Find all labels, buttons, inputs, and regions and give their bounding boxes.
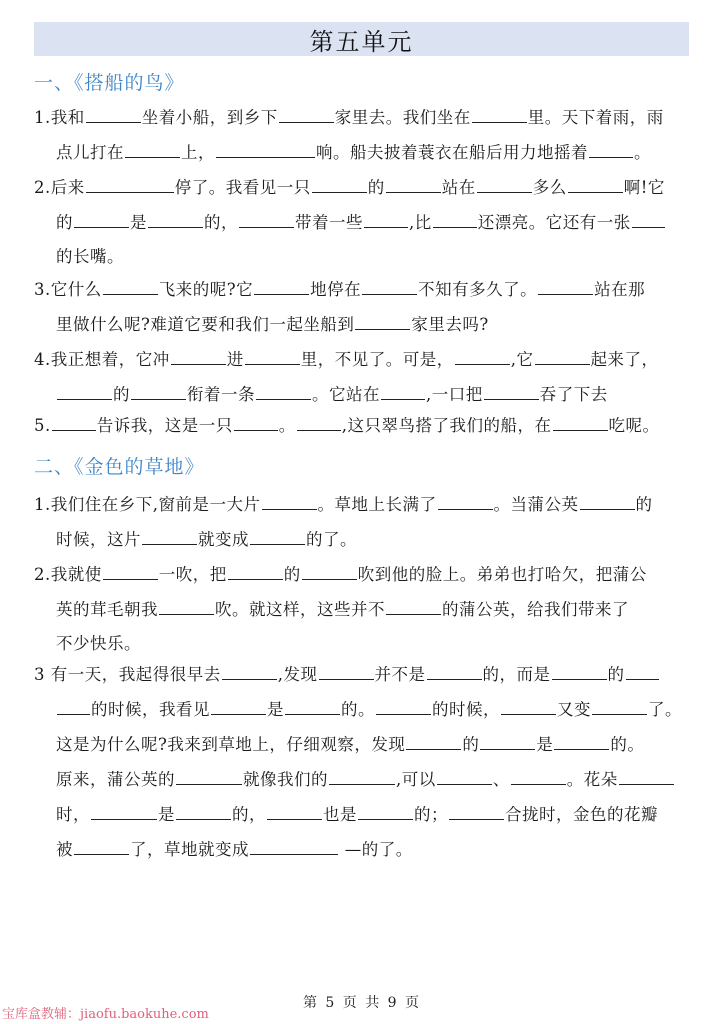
question-text: 的了。	[306, 530, 357, 549]
question-text: 时，	[56, 805, 90, 824]
question-text: 衔着一条	[187, 385, 255, 404]
question-text: 的。	[341, 700, 375, 719]
fill-in-blank[interactable]	[501, 698, 556, 715]
fill-in-blank[interactable]	[52, 414, 96, 431]
question-line	[34, 106, 694, 129]
fill-in-blank[interactable]	[427, 663, 482, 680]
question-line	[56, 733, 716, 756]
question-text: 了，草地就变成	[130, 840, 249, 859]
question-text: 。	[634, 143, 651, 162]
question-text: 就变成	[198, 530, 249, 549]
question-text: 起来了，	[590, 350, 659, 369]
fill-in-blank[interactable]	[568, 176, 623, 193]
fill-in-blank[interactable]	[297, 414, 341, 431]
fill-in-blank[interactable]	[285, 698, 340, 715]
question-text: 站在那	[594, 280, 646, 299]
fill-in-blank[interactable]	[176, 768, 242, 785]
fill-in-blank[interactable]	[381, 383, 425, 400]
unit-title: 第五单元	[309, 27, 414, 56]
question-text: 家里去吗?	[411, 315, 489, 334]
question-text: 5.	[34, 416, 51, 435]
question-line	[56, 698, 716, 721]
question-text: 2.后来	[34, 178, 85, 197]
question-text: 3 有一天，我起得很早去	[34, 665, 221, 684]
question-line	[34, 414, 694, 437]
fill-in-blank[interactable]	[364, 211, 408, 228]
question-text: 并不是	[374, 665, 426, 684]
question-text: 的	[113, 385, 130, 404]
fill-in-blank[interactable]	[376, 698, 431, 715]
fill-in-blank[interactable]	[580, 493, 635, 510]
question-text: 地停在	[310, 280, 362, 299]
fill-in-blank[interactable]	[438, 493, 493, 510]
fill-in-blank[interactable]	[472, 106, 527, 123]
fill-in-blank[interactable]	[319, 663, 374, 680]
question-line	[34, 348, 694, 371]
fill-in-blank[interactable]	[103, 278, 158, 295]
fill-in-blank[interactable]	[239, 211, 294, 228]
question-line	[34, 493, 694, 516]
question-text: 带着一些	[295, 213, 363, 232]
question-text: 吃呢。	[608, 416, 660, 435]
question-line	[56, 768, 716, 791]
question-text: ,这只翠鸟搭了我们的船，在	[341, 416, 552, 435]
question-text: 就像我们的	[243, 770, 328, 789]
question-text: 。它站在	[312, 385, 380, 404]
question-text: 。	[278, 416, 296, 435]
fill-in-blank[interactable]	[437, 768, 492, 785]
question-text: 是	[158, 805, 175, 824]
question-text: 又变	[557, 700, 591, 719]
unit-title-band	[34, 22, 689, 56]
question-text: 的长嘴。	[56, 247, 124, 266]
fill-in-blank[interactable]	[57, 698, 90, 715]
fill-in-blank[interactable]	[125, 141, 180, 158]
fill-in-blank[interactable]	[256, 383, 311, 400]
question-text: 的	[56, 213, 73, 232]
fill-in-blank[interactable]	[228, 563, 283, 580]
fill-in-blank[interactable]	[552, 663, 607, 680]
question-text: 的	[607, 665, 625, 684]
question-text: 告诉我，这是一只	[96, 416, 233, 435]
fill-in-blank[interactable]	[86, 106, 141, 123]
fill-in-blank[interactable]	[589, 141, 633, 158]
fill-in-blank[interactable]	[142, 528, 197, 545]
fill-in-blank[interactable]	[386, 598, 441, 615]
fill-in-blank[interactable]	[254, 278, 309, 295]
fill-in-blank[interactable]	[103, 563, 158, 580]
question-text: 坐着小船，到乡下	[141, 108, 278, 127]
question-text: 停了。我看见一只	[174, 178, 311, 197]
question-text: 的，	[204, 213, 238, 232]
fill-in-blank[interactable]	[74, 838, 129, 855]
question-line	[56, 803, 716, 826]
fill-in-blank[interactable]	[355, 313, 410, 330]
question-text: 的	[283, 565, 301, 584]
question-text: 的。	[610, 735, 645, 754]
question-text: 一吹，把	[158, 565, 227, 584]
question-text: 里。天下着雨，雨	[527, 108, 664, 127]
question-text: 吞了下去	[539, 385, 608, 404]
question-text: 时候，这片	[56, 530, 141, 549]
fill-in-blank[interactable]	[449, 803, 504, 820]
page-number: 第 5 页 共 9 页	[302, 995, 422, 1011]
question-text: 吹到他的脸上。弟弟也打哈欠，把蒲公	[357, 565, 647, 584]
fill-in-blank[interactable]	[619, 768, 674, 785]
fill-in-blank[interactable]	[86, 176, 174, 193]
fill-in-blank[interactable]	[386, 176, 441, 193]
question-text: 啊!它	[623, 178, 665, 197]
fill-in-blank[interactable]	[477, 176, 532, 193]
question-text: 1.我和	[34, 108, 85, 127]
question-text: 1.我们住在乡下,窗前是一大片	[34, 495, 261, 514]
fill-in-blank[interactable]	[57, 383, 112, 400]
question-text: ,一口把	[426, 385, 483, 404]
fill-in-blank[interactable]	[358, 803, 413, 820]
question-text: 也是	[323, 805, 357, 824]
fill-in-blank[interactable]	[538, 278, 593, 295]
fill-in-blank[interactable]	[484, 383, 539, 400]
question-line	[56, 383, 716, 406]
question-text: 这是为什么呢?我来到草地上，仔细观察，发现	[56, 735, 406, 754]
question-text: ,它	[510, 350, 534, 369]
question-text: 不知有多久了。	[418, 280, 538, 299]
question-text: 原来，蒲公英的	[56, 770, 175, 789]
fill-in-blank[interactable]	[511, 768, 566, 785]
fill-in-blank[interactable]	[262, 493, 317, 510]
question-line	[56, 838, 716, 861]
fill-in-blank[interactable]	[211, 698, 266, 715]
question-text: 了。	[648, 700, 682, 719]
fill-in-blank[interactable]	[312, 176, 367, 193]
question-text: 被	[56, 840, 73, 859]
fill-in-blank[interactable]	[131, 383, 186, 400]
question-text: 的，而是	[482, 665, 551, 684]
question-text: 是	[267, 700, 284, 719]
question-text: 的	[367, 178, 385, 197]
question-text: 是	[130, 213, 147, 232]
question-text: 家里去。我们坐在	[334, 108, 471, 127]
fill-in-blank[interactable]	[267, 803, 322, 820]
fill-in-blank[interactable]	[91, 803, 157, 820]
watermark: 宝库盒教辅：jiaofu.baokuhe.com	[2, 1007, 209, 1022]
question-line	[34, 663, 694, 686]
question-text: 多么	[532, 178, 567, 197]
question-line	[56, 211, 716, 234]
question-text: 2.我就使	[34, 565, 102, 584]
fill-in-blank[interactable]	[279, 106, 334, 123]
fill-in-blank[interactable]	[176, 803, 231, 820]
fill-in-blank[interactable]	[535, 348, 590, 365]
question-line	[34, 176, 694, 199]
fill-in-blank[interactable]	[592, 698, 647, 715]
question-text: —的了。	[339, 840, 413, 859]
question-text: 的	[635, 495, 653, 514]
question-text: ,比	[409, 213, 432, 232]
fill-in-blank[interactable]	[234, 414, 278, 431]
fill-in-blank[interactable]	[329, 768, 395, 785]
question-text: 、	[492, 770, 510, 789]
question-text: 不少快乐。	[56, 634, 141, 653]
question-line	[56, 528, 716, 551]
question-text: 英的茸毛朝我	[56, 600, 158, 619]
question-text: 是	[536, 735, 554, 754]
fill-in-blank[interactable]	[148, 211, 203, 228]
question-line	[56, 598, 716, 621]
question-text: 的时候，我看见	[91, 700, 210, 719]
question-text: 吹。就这样，这些并不	[215, 600, 385, 619]
question-text: 4.我正想着，它冲	[34, 350, 170, 369]
question-text: ,可以	[396, 770, 436, 789]
question-line	[56, 313, 716, 336]
question-text: 3.它什么	[34, 280, 102, 299]
question-line	[34, 278, 694, 301]
question-text: 上，	[181, 143, 215, 162]
question-text: 。草地上长满了	[317, 495, 437, 514]
fill-in-blank[interactable]	[480, 733, 535, 750]
question-text: 合拢时，金色的花瓣	[505, 805, 658, 824]
question-text: 的	[462, 735, 480, 754]
question-text: 里做什么呢?难道它要和我们一起坐船到	[56, 315, 355, 334]
fill-in-blank[interactable]	[406, 733, 461, 750]
question-text: 飞来的呢?它	[158, 280, 254, 299]
fill-in-blank[interactable]	[554, 733, 609, 750]
question-text: 的时候，	[432, 700, 500, 719]
question-text: ,发现	[277, 665, 318, 684]
question-text: 点儿打在	[56, 143, 124, 162]
question-text: 。当蒲公英	[493, 495, 579, 514]
question-line	[56, 141, 716, 164]
question-text: 里，不见了。可是，	[300, 350, 454, 369]
question-text: 还漂亮。它还有一张	[477, 213, 631, 232]
fill-in-blank[interactable]	[553, 414, 608, 431]
fill-in-blank[interactable]	[171, 348, 226, 365]
question-line	[56, 246, 716, 268]
fill-in-blank[interactable]	[222, 663, 277, 680]
section-title: 一、《搭船的鸟》	[34, 72, 185, 94]
question-text: 的蒲公英，给我们带来了	[442, 600, 629, 619]
question-line	[56, 633, 716, 655]
fill-in-blank[interactable]	[216, 141, 315, 158]
fill-in-blank[interactable]	[433, 211, 477, 228]
fill-in-blank[interactable]	[250, 838, 338, 855]
fill-in-blank[interactable]	[362, 278, 417, 295]
fill-in-blank[interactable]	[455, 348, 510, 365]
question-text: 的，	[232, 805, 266, 824]
fill-in-blank[interactable]	[74, 211, 129, 228]
question-text: 响。船夫披着蓑衣在船后用力地摇着	[316, 143, 588, 162]
question-text: 的；	[414, 805, 448, 824]
fill-in-blank[interactable]	[302, 563, 357, 580]
fill-in-blank[interactable]	[250, 528, 305, 545]
question-text: 。花朵	[566, 770, 618, 789]
fill-in-blank[interactable]	[626, 663, 659, 680]
fill-in-blank[interactable]	[159, 598, 214, 615]
fill-in-blank[interactable]	[632, 211, 665, 228]
question-line	[34, 563, 694, 586]
question-text: 站在	[441, 178, 476, 197]
fill-in-blank[interactable]	[245, 348, 300, 365]
question-text: 进	[226, 350, 244, 369]
section-title: 二、《金色的草地》	[34, 456, 205, 478]
